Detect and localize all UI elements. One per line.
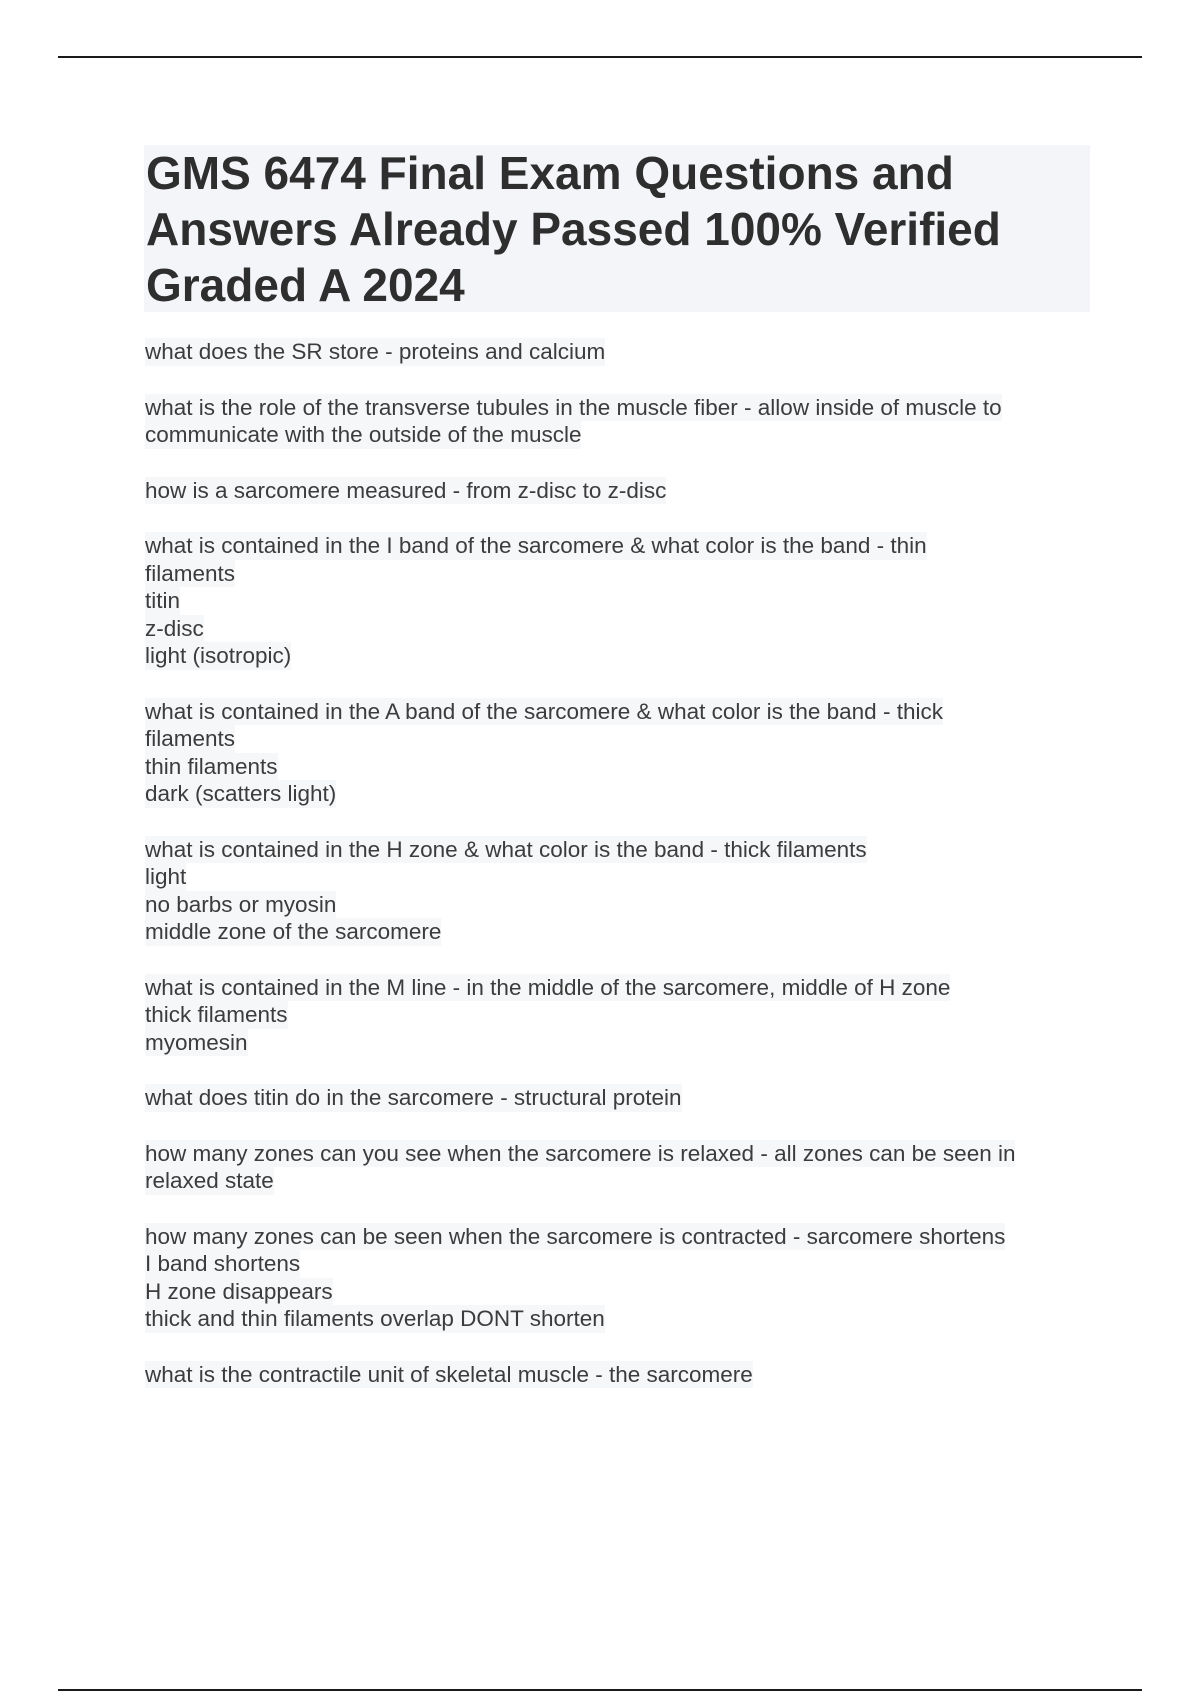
qa-line: light xyxy=(145,864,187,889)
qa-line: what does titin do in the sarcomere - structural protein xyxy=(145,1085,682,1110)
qa-line: titin xyxy=(145,588,181,613)
qa-line: what is contained in the M line - in the middle of the sarcomere, middle of H zone xyxy=(145,974,951,1000)
qa-line: z-disc xyxy=(145,615,204,641)
qa-line: how is a sarcomere measured - from z-disc to z-disc xyxy=(145,477,667,503)
qa-item xyxy=(145,836,1095,946)
qa-line: H zone disappears xyxy=(145,1278,333,1304)
qa-item xyxy=(145,394,1095,449)
qa-line: what does the SR store - proteins and calcium xyxy=(145,339,606,364)
qa-line: thick and thin filaments overlap DONT shorten xyxy=(145,1306,605,1331)
qa-item xyxy=(145,1084,1095,1112)
qa-line: what is the contractile unit of skeletal muscle - the sarcomere xyxy=(145,1361,753,1387)
qa-line: what is contained in the H zone & what color is the band - thick filaments xyxy=(145,836,867,862)
qa-line: what is contained in the I band of the sarcomere & what color is the band - thin xyxy=(145,533,927,558)
qa-line: no barbs or myosin xyxy=(145,891,337,917)
qa-line: what is contained in the A band of the sarcomere & what color is the band - thick xyxy=(145,698,943,724)
qa-line: filaments xyxy=(145,726,236,751)
qa-line: how many zones can you see when the sarcomere is relaxed - all zones can be seen in xyxy=(145,1140,1016,1166)
qa-line: how many zones can be seen when the sarcomere is contracted - sarcomere shortens xyxy=(145,1223,1006,1249)
title-line: Answers Already Passed 100% Verified xyxy=(146,203,1001,255)
qa-item xyxy=(145,1361,1095,1389)
qa-item xyxy=(145,974,1095,1057)
title-block xyxy=(144,145,1090,312)
qa-list xyxy=(145,338,1095,1416)
qa-item xyxy=(145,532,1095,670)
qa-item xyxy=(145,1140,1095,1195)
top-rule xyxy=(58,56,1142,58)
qa-line: dark (scatters light) xyxy=(145,781,337,806)
qa-line: thin filaments xyxy=(145,753,278,779)
qa-line: myomesin xyxy=(145,1029,248,1055)
qa-item xyxy=(145,477,1095,505)
qa-item xyxy=(145,698,1095,808)
qa-line: relaxed state xyxy=(145,1168,274,1193)
document-title xyxy=(146,145,1090,313)
qa-line: communicate with the outside of the muscle xyxy=(145,422,582,447)
qa-item xyxy=(145,338,1095,366)
qa-line: what is the role of the transverse tubules in the muscle fiber - allow inside of muscle to xyxy=(145,394,1002,420)
title-line: GMS 6474 Final Exam Questions and xyxy=(146,147,954,199)
qa-line: light (isotropic) xyxy=(145,643,292,668)
qa-line: thick filaments xyxy=(145,1002,288,1027)
qa-line: filaments xyxy=(145,560,236,586)
bottom-rule xyxy=(58,1689,1142,1691)
title-line: Graded A 2024 xyxy=(146,259,465,311)
qa-line: middle zone of the sarcomere xyxy=(145,919,442,944)
qa-item xyxy=(145,1223,1095,1333)
qa-line: I band shortens xyxy=(145,1251,301,1276)
